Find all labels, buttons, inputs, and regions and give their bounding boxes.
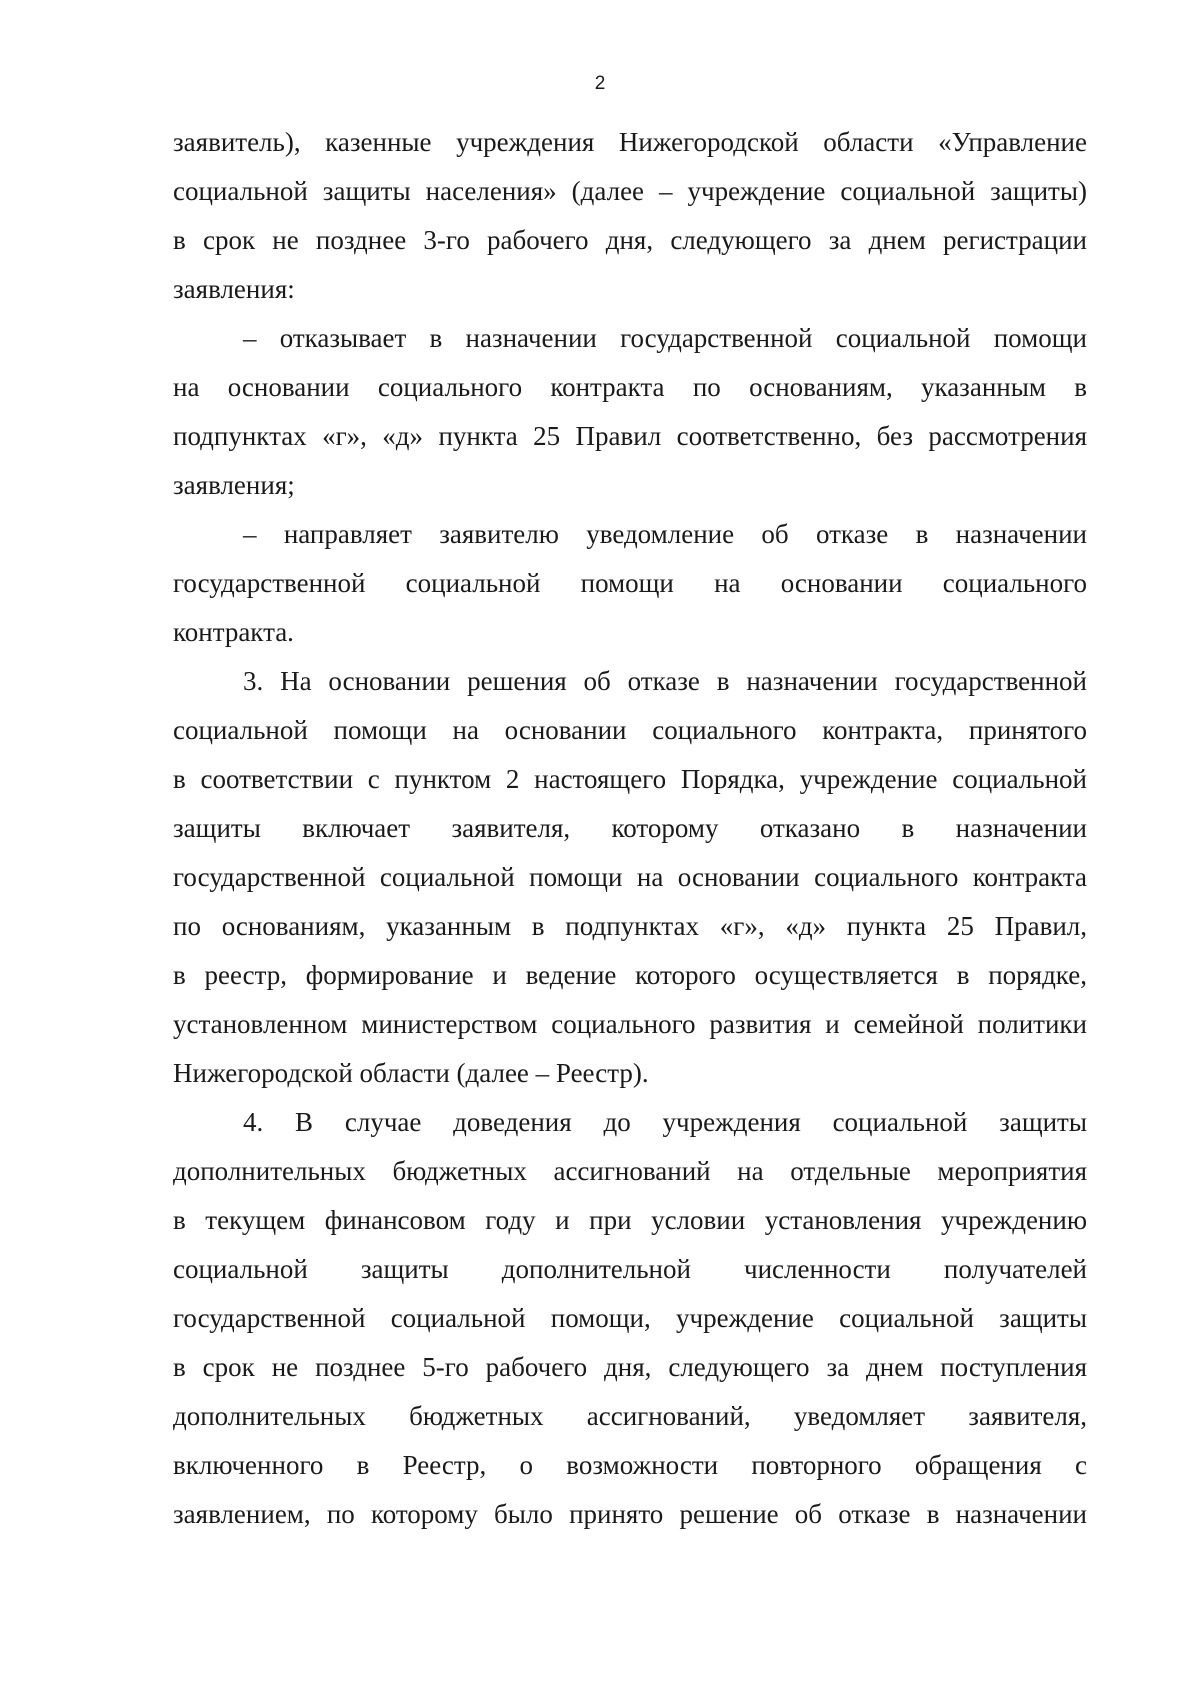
text-line: в реестр, формирование и ведение которого осуществляется в порядке, <box>173 960 1087 990</box>
text-line: – отказывает в назначении государственной социальной помощи <box>243 323 1087 353</box>
text-line: в соответствии с пунктом 2 настоящего Порядка, учреждение социальной <box>173 764 1087 794</box>
text-line: Нижегородской области (далее – Реестр). <box>173 1058 649 1088</box>
text-line: подпунктах «г», «д» пункта 25 Правил соответственно, без рассмотрения <box>173 421 1087 451</box>
text-line: социальной защиты дополнительной численности получателей <box>173 1254 1087 1284</box>
text-line: включенного в Реестр, о возможности повторного обращения с <box>173 1450 1087 1480</box>
text-line: заявления: <box>173 274 295 304</box>
text-line: – направляет заявителю уведомление об отказе в назначении <box>243 519 1087 549</box>
text-line: 4. В случае доведения до учреждения социальной защиты <box>243 1107 1087 1137</box>
text-line: в срок не позднее 3-го рабочего дня, следующего за днем регистрации <box>173 225 1087 255</box>
text-line: социальной защиты населения» (далее – учреждение социальной защиты) <box>173 176 1087 206</box>
text-line: установленном министерством социального развития и семейной политики <box>173 1009 1087 1039</box>
text-line: защиты включает заявителя, которому отказано в назначении <box>173 813 1087 843</box>
text-line: на основании социального контракта по основаниям, указанным в <box>173 372 1087 402</box>
text-line: государственной социальной помощи на основании социального контракта <box>173 862 1087 892</box>
text-line: контракта. <box>173 617 294 647</box>
text-line: государственной социальной помощи на основании социального <box>173 568 1087 598</box>
text-line: социальной помощи на основании социального контракта, принятого <box>173 715 1087 745</box>
text-line: государственной социальной помощи, учреждение социальной защиты <box>173 1303 1087 1333</box>
text-line: дополнительных бюджетных ассигнований на отдельные мероприятия <box>173 1156 1087 1186</box>
text-line: заявлением, по которому было принято решение об отказе в назначении <box>173 1499 1087 1529</box>
document-body <box>173 118 1087 1539</box>
text-line: заявления; <box>173 470 295 500</box>
text-line: в текущем финансовом году и при условии установления учреждению <box>173 1205 1087 1235</box>
text-line: в срок не позднее 5-го рабочего дня, следующего за днем поступления <box>173 1352 1087 1382</box>
page-number: 2 <box>594 73 606 94</box>
text-line: заявитель), казенные учреждения Нижегородской области «Управление <box>173 127 1087 157</box>
text-line: дополнительных бюджетных ассигнований, уведомляет заявителя, <box>173 1401 1087 1431</box>
text-line: 3. На основании решения об отказе в назначении государственной <box>243 666 1087 696</box>
text-line: по основаниям, указанным в подпунктах «г», «д» пункта 25 Правил, <box>173 911 1087 941</box>
